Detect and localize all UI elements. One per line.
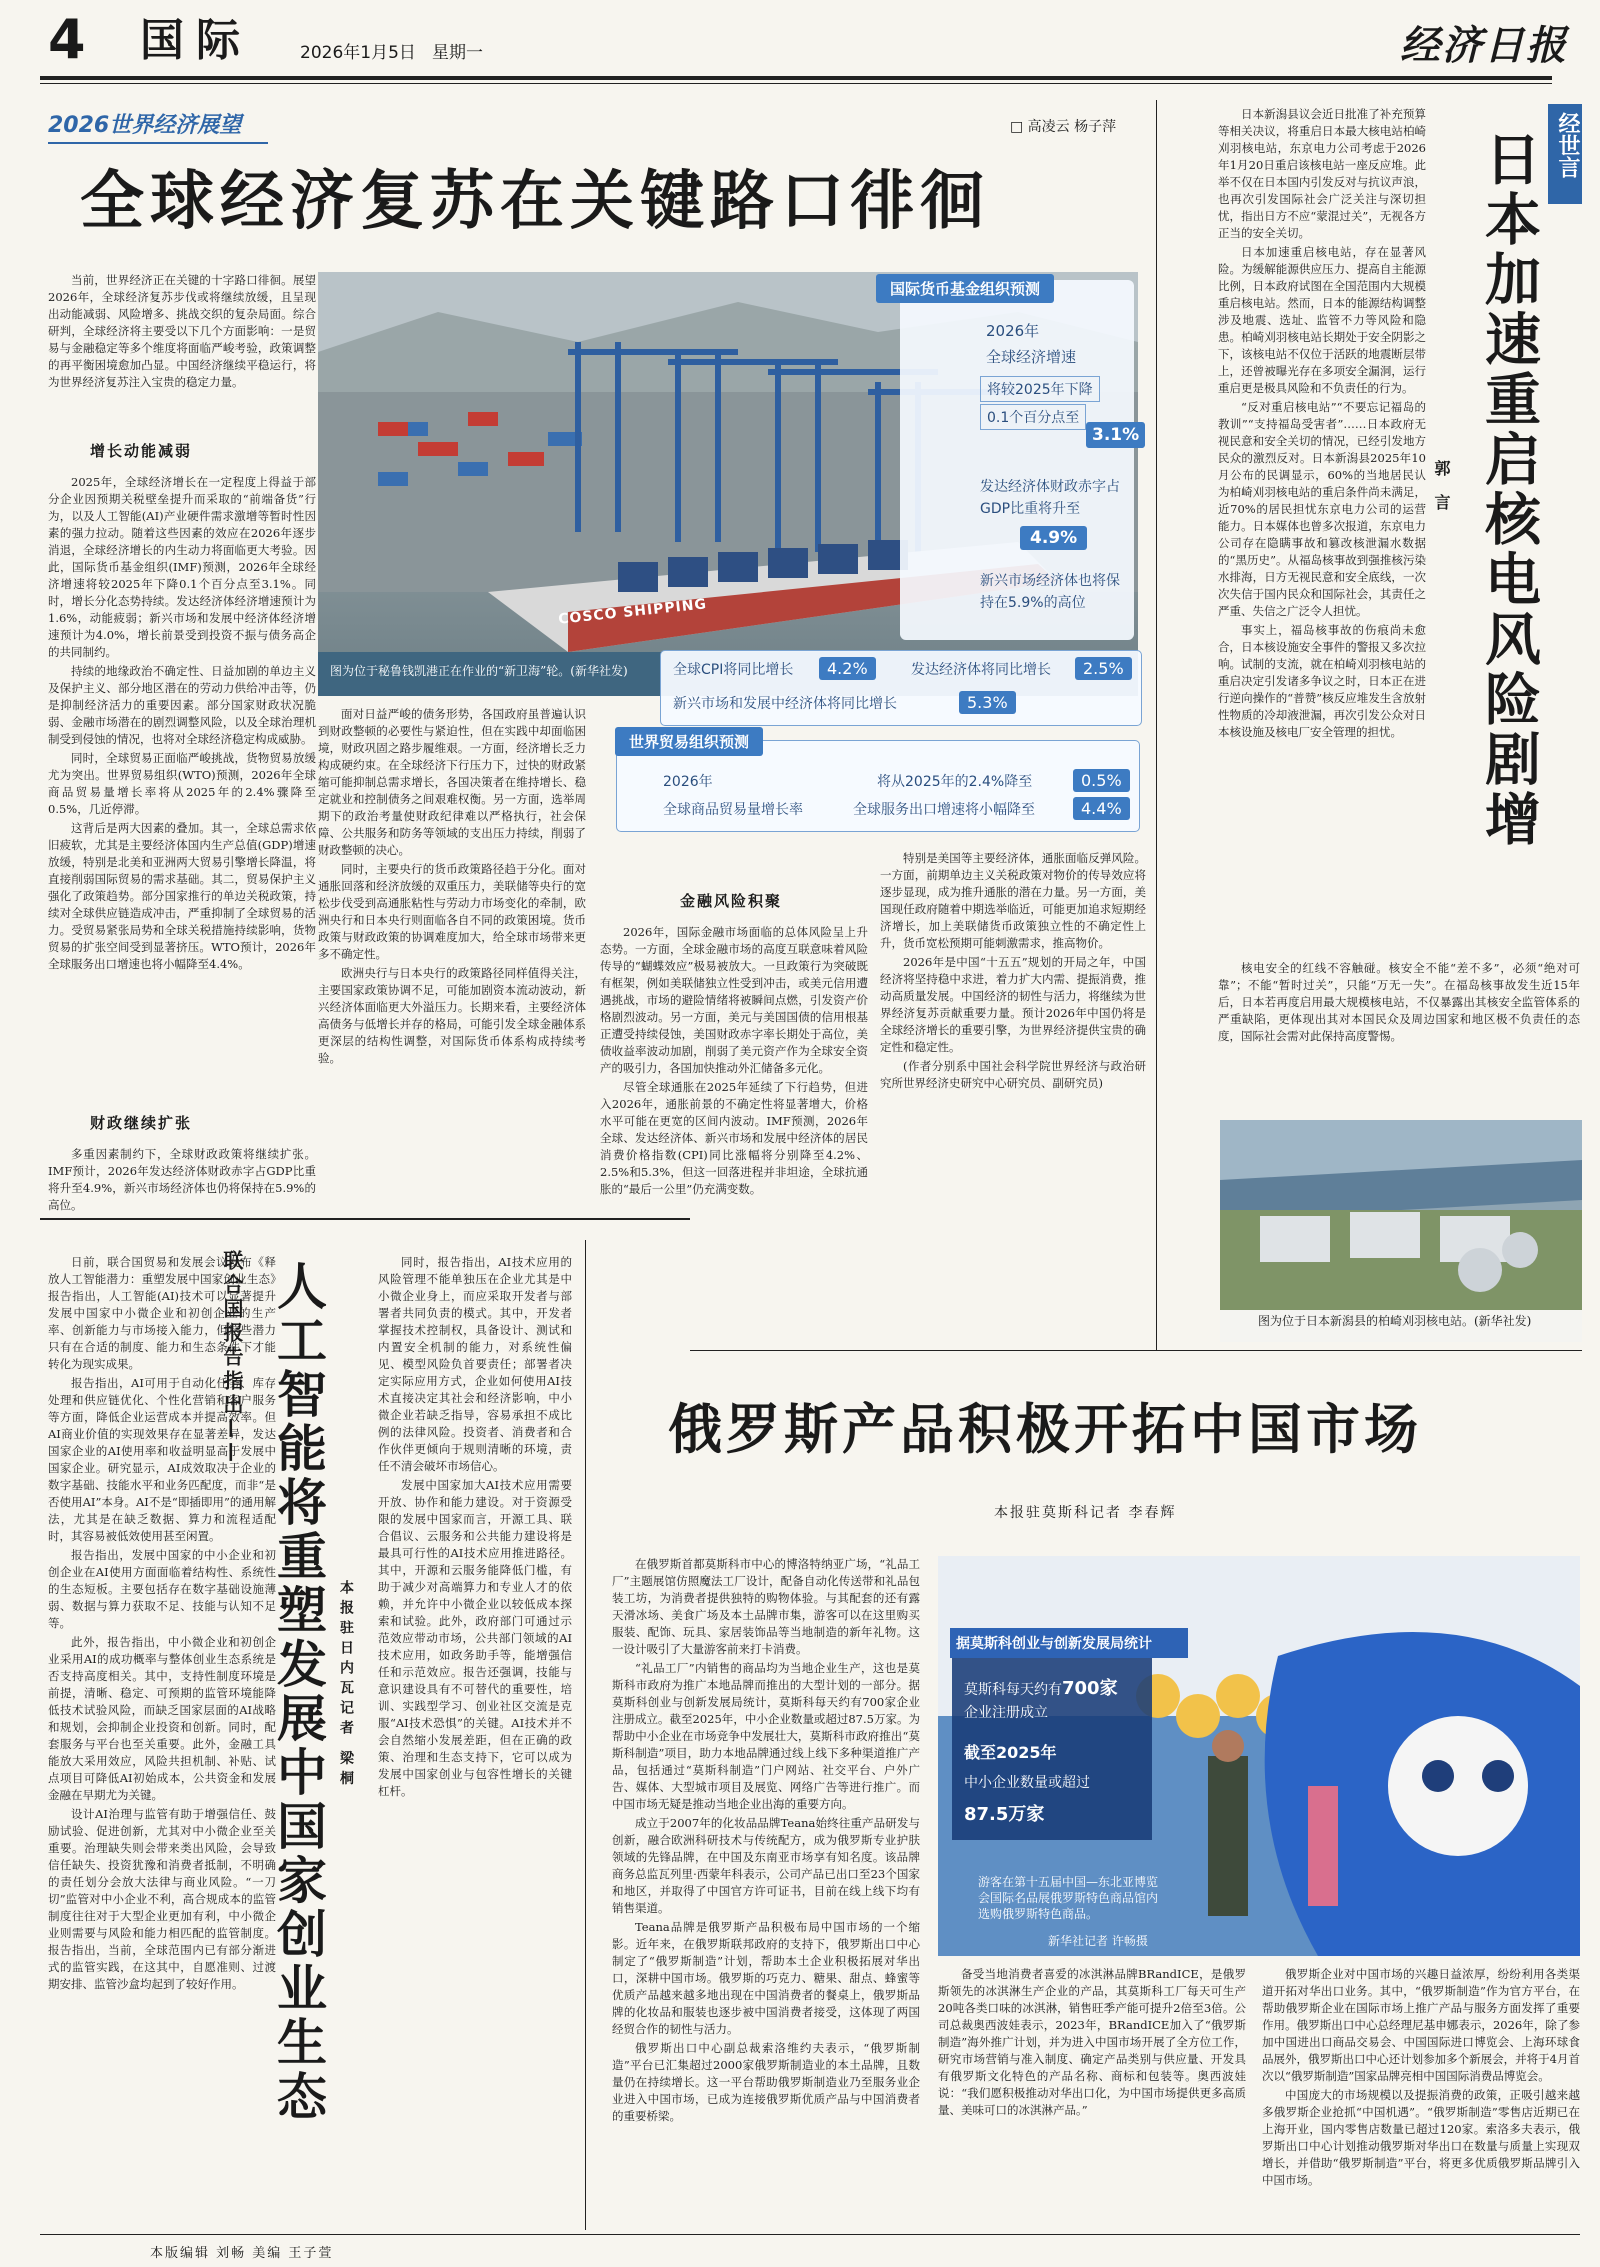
japan-text-lower: 核电安全的红线不容触碰。核安全不能“差不多”，必须“绝对可靠”；不能“暂时过关”，只能“万无一失”。在福岛核事故发生近15年后，日本若再度启用最大规模核电站，不仅暴露出其核安全监管体系的严重缺陷，更体现出其对本国民众及周边国家和地区极不负责任的态度，国际社会需对此保持高度警惕。 — [1218, 960, 1580, 1110]
wto-service-text: 全球服务出口增速将小幅降至 — [853, 802, 1035, 818]
cpi-adv-value: 2.5% — [1075, 657, 1132, 680]
issue-weekday: 星期一 — [432, 43, 483, 63]
cpi-bar — [660, 650, 1142, 726]
lead-col1-text: 2025年，全球经济增长在一定程度上得益于部分企业因预期关税壁垒提升而采取的“前端备货”行为，以及人工智能(AI)产业硬件需求激增等暂时性因素的强力拉动。随着这些因素的效应在2026年逐步消退，全球经济增长的内生动力将面临更大考验。因此，国际货币基金组织(IMF)预测，2026年全球经济增速将较2025年下降0.1个百分点至3.1%。同时，增长分化态势持续。发达经济体经济增速预计为1.6%，动能疲弱；新兴市场和发展中经济体经济增速预计为4.0%，增长前景受到投资不振与债务高企的共同制约。 持续的地缘政治不确定性、日益加剧的单边主义及保护主义、部分地区潜在的劳动力供给冲击等，仍是抑制经济活力的重要因素。部分国家财政状况脆弱、金融市场潜在的剧烈调整风险，以及全球治理机制受到侵蚀的情况，也将对全球经济稳定构成威胁。 同时，全球贸易正面临严峻挑战，货物贸易放缓尤为突出。世界贸易组织(WTO)预测，2026年全球商品贸易量增长率将从2025年的2.4%骤降至0.5%，几近停滞。 这背后是两大因素的叠加。其一，全球总需求依旧疲软，尤其是主要经济体国内生产总值(GDP)增速放缓，特别是北美和亚洲两大贸易引擎增长降温，将直接削弱国际贸易的需求基础。其二，贸易保护主义强化了政策趋势。部分国家推行的单边关税政策，持续对全球供应链造成冲击，严重抑制了全球贸易的活力。受贸易紧张局势和全球关税措施持续影响，货物贸易的扩张空间受到显著挤压。WTO预计，2026年全球服务出口增速也将小幅降至4.4%。 — [48, 475, 316, 971]
lead-col1-bottom: 多重因素制约下，全球财政政策将继续扩张。IMF预计，2026年发达经济体财政赤字占GDP比重将升至4.9%，新兴市场经济体也仍将保持在5.9%的高位。 — [48, 1147, 316, 1212]
page-number: 4 — [48, 8, 86, 71]
japan-headline: 日本加速重启核电风险剧增 — [1476, 130, 1541, 850]
lead-headline: 全球经济复苏在关键路口徘徊 — [80, 165, 990, 239]
wto-service-value: 4.4% — [1073, 797, 1130, 820]
ship-name-text: COSCO SHIPPING — [557, 596, 708, 628]
wto-year: 2026年 — [663, 774, 713, 790]
footer-rule — [40, 2234, 1580, 2235]
imf-line2: 全球经济增速 — [986, 348, 1077, 366]
stat1-number: 700家 — [1062, 1678, 1118, 1699]
expo-photo-caption: 游客在第十五届中国—东北亚博览会国际名品展俄罗斯特色商品馆内选购俄罗斯特色商品。 — [978, 1875, 1159, 1921]
japan-author: 郭言 — [1432, 460, 1451, 528]
lead-subhead-fiscal: 财政继续扩张 — [90, 1114, 193, 1132]
ai-right-rule — [585, 1240, 586, 2230]
imf-adv-label: 发达经济体财政赤字占GDP比重将升至 — [980, 479, 1120, 517]
header-rule-thin — [40, 83, 1552, 84]
imf-adv-value: 4.9% — [1020, 526, 1087, 550]
expo-stats-panel — [952, 1630, 1152, 1840]
imf-value-growth: 3.1% — [1086, 422, 1145, 448]
lead-intro: 当前，世界经济正在关键的十字路口徘徊。展望2026年，全球经济复苏步伐或将继续放缓，且呈现出动能减弱、风险增多、挑战交织的复杂局面。综合研判，全球经济将主要受以下几个方面影响：一是贸易与金融稳定等多个维度将面临严峻考验，政策调整的再平衡困境愈加凸显。中国经济继续平稳运行，将为世界经济复苏注入宝贵的稳定力量。 — [48, 273, 316, 389]
lead-subhead-growth: 增长动能减弱 — [90, 442, 193, 460]
wto-goods-text: 将从2025年的2.4%降至 — [877, 774, 1033, 790]
japan-column-tag: 经世言 — [1548, 104, 1582, 204]
ai-headline: 人工智能将重塑发展中国家创业生态 — [269, 1260, 327, 2124]
stat2-number: 87.5万家 — [964, 1804, 1045, 1825]
imf-line1: 2026年 — [986, 322, 1040, 340]
ai-top-rule — [40, 1218, 690, 1220]
nuclear-plant-photo — [1220, 1120, 1582, 1342]
russia-col3-text: 俄罗斯企业对中国市场的兴趣日益浓厚，纷纷利用各类渠道开拓对华出口业务。其中，“俄罗斯制造”作为官方平台，在帮助俄罗斯企业在国际市场上推广产品与服务方面发挥了重要作用。俄罗斯出口中心总经理尼基申娜表示，2026年，除了参加中国进出口商品交易会、中国国际进口博览会、上海环球食品展外，俄罗斯出口中心还计划参加多个新展会，并将于4月首次以“俄罗斯制造”国家品牌亮相中国国际消费品博览会。 中国庞大的市场规模以及提振消费的政策，正吸引越来越多俄罗斯企业抢抓“中国机遇”。“俄罗斯制造”零售店近期已在上海开业，国内零售店数量已超过120家。索洛多夫表示，俄罗斯出口中心计划推动俄罗斯对华出口在数量与质量上实现双增长，并借助“俄罗斯制造”平台，将更多优质俄罗斯品牌引入中国市场。 — [1262, 1967, 1580, 2187]
imf-em-label: 新兴市场经济体也将保持在5.9%的高位 — [980, 573, 1120, 611]
footer-credits: 本版编辑 刘畅 美编 王子萱 — [150, 2246, 334, 2261]
cpi-em-label: 新兴市场和发展中经济体将同比增长 — [673, 696, 897, 712]
issue-date: 2026年1月5日 — [300, 43, 416, 63]
nuclear-plant-art — [1220, 1120, 1582, 1342]
lead-authors: □ 高凌云 杨子萍 — [1010, 119, 1117, 135]
cpi-em-value: 5.3% — [959, 691, 1016, 714]
wto-panel — [616, 733, 1140, 832]
newspaper-logo: 经济日报 — [1400, 22, 1568, 69]
header-rule-thick — [40, 76, 1552, 80]
lead-col2-text: 面对日益严峻的债务形势，各国政府虽普遍认识到财政整顿的必要性与紧迫性，但在实践中却面临困境，财政巩固之路步履维艰。一方面，经济增长乏力构成硬约束。在全球经济下行压力下，过快的财政紧缩可能抑制总需求增长，各国决策者在维持增长、稳定就业和控制债务之间艰难权衡。另一方面，选举周期下的政治考量使财政纪律难以严格执行，社会保障、公共服务和防务等领域的支出压力持续，削弱了财政整顿的决心。 同时，主要央行的货币政策路径趋于分化。面对通胀回落和经济放缓的双重压力，美联储等央行的宽松步伐受到高通胀粘性与劳动力市场变化的牵制，欧洲央行和日本央行则面临各自不同的政策困境。货币政策与财政政策的协调难度加大，给全球市场带来更多不确定性。 欧洲央行与日本央行的政策路径同样值得关注，主要国家政策协调不足，可能加剧资本流动波动，新兴经济体面临更大外溢压力。长期来看，主要经济体高债务与低增长并存的格局，可能引发全球金融体系更深层的结构性调整，对国际货币体系构成持续考验。 — [318, 707, 586, 1065]
stat1-label-b: 企业注册成立 — [964, 1705, 1048, 1721]
imf-panel — [890, 280, 1140, 640]
ai-col1-text: 日前，联合国贸易和发展会议发布《释放人工智能潜力：重塑发展中国家创业生态》报告指出，人工智能(AI)技术可以显著提升发展中国家中小微企业和初创企业的生产率、创新能力与市场接入能力，但这些潜力只有在合适的制度、能力和生态条件下才能转化为现实成果。 报告指出，AI可用于自动化任务、库存处理和供应链优化、个性化营销和客户服务等方面，降低企业运营成本并提高效率。但AI商业价值的实现效果存在显著差异，发达国家企业的AI使用率和收益明显高于发展中国家企业。研究显示，AI成效取决于企业的数字基础、技能水平和业务匹配度，而非“是否使用AI”本身。AI不是“即插即用”的通用解法，尤其是在缺乏数据、算力和流程适配时，其容易被低效使用甚至闲置。 报告指出，发展中国家的中小企业和初创企业在AI使用方面面临着结构性、系统性的生态短板。主要包括存在数字基础设施薄弱、数据与算力获取不足、技能与认知不足等。 此外，报告指出，中小微企业和初创企业采用AI的成功概率与整体创业生态系统是否支持高度相关。其中，支持性制度环境是前提，清晰、稳定、可预期的监管环境能降低技术试验风险，而缺乏国家层面的AI战略和规划，会抑制企业投资和创新。同时，配套服务与平台也至关重要。此外，金融工具能放大采用效应，风险共担机制、补贴、试点项目可降低AI初始成本，公共资金和发展金融在早期尤为关键。 设计AI治理与监管有助于增强信任、鼓励试验、促进创新，尤其对中小微企业至关重要。治理缺失则会带来类出风险，会导致信任缺失、投资犹豫和消费者抵制，不明确的责任划分会放大法律与商业风险。“一刀切”监管对中小企业不利，高合规成本的监管制度往往对于大型企业更加有利，中小微企业则需要与风险和能力相匹配的监管制度。报告指出，当前，全球范围内已有部分渐进式的监管实践，在这其中，自愿准则、过渡期安排、监管沙盒均起到了较好作用。 — [48, 1255, 276, 1991]
stat2-label-b: 中小企业数量或超过 — [964, 1775, 1090, 1791]
right-column-bottom-rule — [690, 1350, 1582, 1351]
russia-col1-text: 在俄罗斯首都莫斯科市中心的博洛特纳亚广场，“礼品工厂”主题展馆仿照魔法工厂设计，配备自动化传送带和礼品包装工坊，为消费者提供独特的购物体验。与其配套的还有露天滑冰场、美食广场及本土品牌市集，游客可以在这里购买服装、配饰、玩具、家居装饰品等当地制造的新年礼物。这一设计吸引了大量游客前来打卡消费。 “礼品工厂”内销售的商品均为当地企业生产，这也是莫斯科市政府为推广本地品牌而推出的大型计划的一部分。据莫斯科创业与创新发展局统计，莫斯科每天约有700家企业注册成立。截至2025年，中小企业数量或超过87.5万家。为帮助中小企业在市场竞争中发展壮大，莫斯科市政府推出“莫斯科制造”项目，助力本地品牌通过线上线下多种渠道推广产品，包括通过“莫斯科制造”门户网站、社交平台、户外广告、媒体、大型城市项目及展览、网络广告等进行推广。而中国市场无疑是推动当地企业出海的重要方向。 成立于2007年的化妆品品牌Teana始终往重产品研发与创新，融合欧洲科研技术与传统配方，成为俄罗斯专业护肤领域的先锋品牌，在中国及东南亚市场享有知名度。该品牌商务总监瓦列里·西蒙年科表示，公司产品已出口至23个国家和地区，并取得了中国官方许可证书，目前在线上线下均有销售渠道。 Teana品牌是俄罗斯产品积极布局中国市场的一个缩影。近年来，在俄罗斯联邦政府的支持下，俄罗斯出口中心制定了“俄罗斯制造”计划，帮助本土企业积极拓展对华出口，深耕中国市场。俄罗斯的巧克力、糖果、甜点、蜂蜜等优质产品越来越多地出现在中国消费者的餐桌上，俄罗斯品牌的化妆品和服装也逐步被中国消费者接受，这体现了两国经贸合作的韧性与活力。 俄罗斯出口中心副总裁索洛维约夫表示，“俄罗斯制造”平台已汇集超过2000家俄罗斯制造业的本土品牌，且数量仍在持续增长。这一平台帮助俄罗斯制造业乃至服务业企业进入中国市场，已成为连接俄罗斯优质产品与中国消费者的重要桥梁。 — [612, 1557, 920, 2123]
wto-tag: 世界贸易组织预测 — [615, 727, 763, 756]
section-name: 国际 — [140, 15, 252, 66]
lead-subhead-finance: 金融风险积聚 — [680, 892, 783, 910]
lead-col3-text: 2026年，国际金融市场面临的总体风险呈上升态势。一方面，全球金融市场的高度互联意味着风险传导的“蝴蝶效应”极易被放大。一旦政策行为突破既有框架，例如美联储独立性受到冲击，或美元信用遭遇挑战，市场的避险情绪将被瞬间点燃，引发资产价格剧烈波动。另一方面，美元与美国国债的信用根基正遭受持续侵蚀，美国财政赤字率长期处于高位，美债收益率波动加剧，削弱了美元资产作为全球安全资产的吸引力，各国加快推动外汇储备多元化。 尽管全球通胀在2025年延续了下行趋势，但进入2026年，通胀前景的不确定性将显著增大，价格水平可能在更宽的区间内波动。IMF预测，2026年全球、发达经济体、新兴市场和发展中经济体的居民消费价格指数(CPI)同比涨幅将分别降至4.2%、2.5%和5.3%，但这一回落进程并非坦途，全球抗通胀的“最后一公里”仍充满变数。 — [600, 925, 868, 1196]
expo-stats-title: 据莫斯科创业与创新发展局统计 — [950, 1628, 1188, 1658]
stat1-label-a: 莫斯科每天约有700家 — [964, 1678, 1118, 1699]
expo-photo — [938, 1556, 1580, 1956]
russia-col2-text: 备受当地消费者喜爱的冰淇淋品牌BRandICE，是俄罗斯领先的冰淇淋生产企业的产品，其莫斯科工厂每天可生产20吨各类口味的冰淇淋，销售旺季产能可提升2倍至3倍。公司总裁奥西波娃表示，2023年，BRandICE加入了“俄罗斯制造”海外推广计划，并为进入中国市场开展了全方位工作，研究市场营销与准入制度、确定产品类别与供应量、开发具有俄罗斯文化特色的产品名称、商标和包装等。奥西波娃说：“我们愿积极推动对华出口化，为中国市场提供更多高质量、美味可口的冰淇淋产品。” — [938, 1967, 1246, 2117]
imf-line4: 0.1个百分点至 — [980, 404, 1086, 430]
page-header — [0, 0, 1600, 92]
japan-text-upper: 日本新潟县议会近日批准了补充预算等相关决议，将重启日本最大核电站柏崎刈羽核电站，东京电力公司考虑于2026年1月20日重启该核电站一座反应堆。此举不仅在日本国内引发反对与抗议声浪，也再次引发国际社会广泛关注与深切担忧，指出日方不应“蒙混过关”，无视各方正当的安全关切。 日本加速重启核电站，存在显著风险。为缓解能源供应压力、提高自主能源比例，日本政府试图在全国范围内大规模重启核电站。然而，日本的能源结构调整涉及地震、选址、监管不力等风险和隐患。柏崎刈羽核电站长期处于安全阴影之下，该核电站不仅位于活跃的地震断层带上，还曾被曝光存在多项安全漏洞，运行重启更是极具风险和不负责任的行为。 “反对重启核电站”“不要忘记福岛的教训”“支持福岛受害者”……日本政府无视民意和安全关切的情况，已经引发地方民众的激烈反对。日本新潟县2025年10月公布的民调显示，60%的当地居民认为柏崎刈羽核电站的重启条件尚未满足，近70%的居民担忧东京电力公司的运营能力。日本媒体也曾多次报道，东京电力公司存在隐瞒事故和篡改核泄漏水数据的“黑历史”。从福岛核事故到强推核污染水排海，日方无视民意和安全底线，一次次失信于国内民众和国际社会，其责任之严重、失信之广泛令人担忧。 事实上，福岛核事故的伤痕尚未愈合，日本核设施安全事件的警报又多次拉响。试制的支流，就在柏崎刈羽核电站的重启决定引发诸多争议之时，日本正在进行逆向操作的“普赞”核反应堆发生含放射性物质的冷却液泄漏，再次引发公众对日本核设施及核电厂安全管理的担忧。 — [1218, 107, 1426, 739]
expo-photo-credit: 新华社记者 许畅摄 — [1048, 1934, 1148, 1948]
nuclear-plant-caption: 图为位于日本新潟县的柏崎刈羽核电站。(新华社发) — [1258, 1314, 1532, 1328]
imf-tag: 国际货币基金组织预测 — [876, 274, 1054, 303]
wto-goods-label: 全球商品贸易量增长率 — [663, 802, 803, 818]
stat2-label-a: 截至2025年 — [964, 1743, 1057, 1762]
lead-column-tag: 2026世界经济展望 — [48, 108, 268, 144]
cpi-adv-label: 发达经济体将同比增长 — [911, 662, 1051, 678]
imf-line3: 将较2025年下降 — [980, 376, 1100, 402]
russia-headline: 俄罗斯产品积极开拓中国市场 — [668, 1397, 1422, 1461]
lead-col4-text: 特别是美国等主要经济体，通胀面临反弹风险。一方面，前期单边主义关税政策对物价的传导效应将逐步显现，成为推升通胀的潜在力量。另一方面，美国现任政府随着中期选举临近，可能更加追求短期经济增长，加上美联储货币政策独立性的不确定性上升，货币宽松预期可能刺激需求，推高物价。 2026年是中国“十五五”规划的开局之年，中国经济将坚持稳中求进，着力扩大内需、提振消费，推动高质量发展。中国经济的韧性与活力，将继续为世界经济复苏贡献重要力量。预计2026年中国仍将是全球经济增长的重要引擎，为世界经济提供宝贵的确定性和稳定性。 (作者分别系中国社会科学院世界经济与政治研究所世界经济史研究中心研究员、副研究员) — [880, 851, 1146, 1090]
cpi-global-value: 4.2% — [819, 657, 876, 680]
russia-byline: 本报驻莫斯科记者 李春辉 — [994, 1505, 1177, 1521]
wto-goods-value: 0.5% — [1073, 769, 1130, 792]
port-photo-caption: 图为位于秘鲁钱凯港正在作业的“新卫海”轮。(新华社发) — [330, 664, 628, 678]
ai-col2-text: 同时，报告指出，AI技术应用的风险管理不能单独压在企业尤其是中小微企业身上，而应采取开发者与部署者共同负责的模式。其中，开发者掌握技术控制权，具备设计、测试和内置安全机制的能力，对系统性偏见、模型风险负首要责任；部署者决定实际应用方式，企业如何使用AI技术直接决定其社会和经济影响，中小微企业若缺乏指导，容易承担不成比例的法律风险。投资者、消费者和合作伙伴更倾向于规则清晰的环境，责任不清会破坏市场信心。 发展中国家加大AI技术应用需要开放、协作和能力建设。对于资源受限的发展中国家而言，开源工具、联合倡议、云服务和公共能力建设将是最具可行性的AI技术应用推进路径。其中，开源和云服务能降低门槛，有助于减少对高端算力和专业人才的依赖，并允许中小微企业以较低成本探索和试验。此外，政府部门可通过示范效应带动市场，公共部门领域的AI技术应用，如政务助手等，能增强信任和示范效应。报告还强调，技能与意识建设具有不可替代的重要性，培训、实践型学习、创业社区交流是克服“AI技术恐惧”的关键。AI技术并不会自然缩小发展差距，但在正确的政策、治理和生态支持下，它可以成为发展中国家创业与包容性增长的关键杠杆。 — [378, 1255, 572, 1798]
ai-kicker: 联合国报告指出—— — [220, 1250, 244, 1466]
cpi-global-label: 全球CPI将同比增长 — [673, 662, 794, 678]
ai-byline: 本报驻日内瓦记者 梁桐 — [338, 1580, 354, 1791]
lead-right-rule — [1156, 100, 1157, 1350]
